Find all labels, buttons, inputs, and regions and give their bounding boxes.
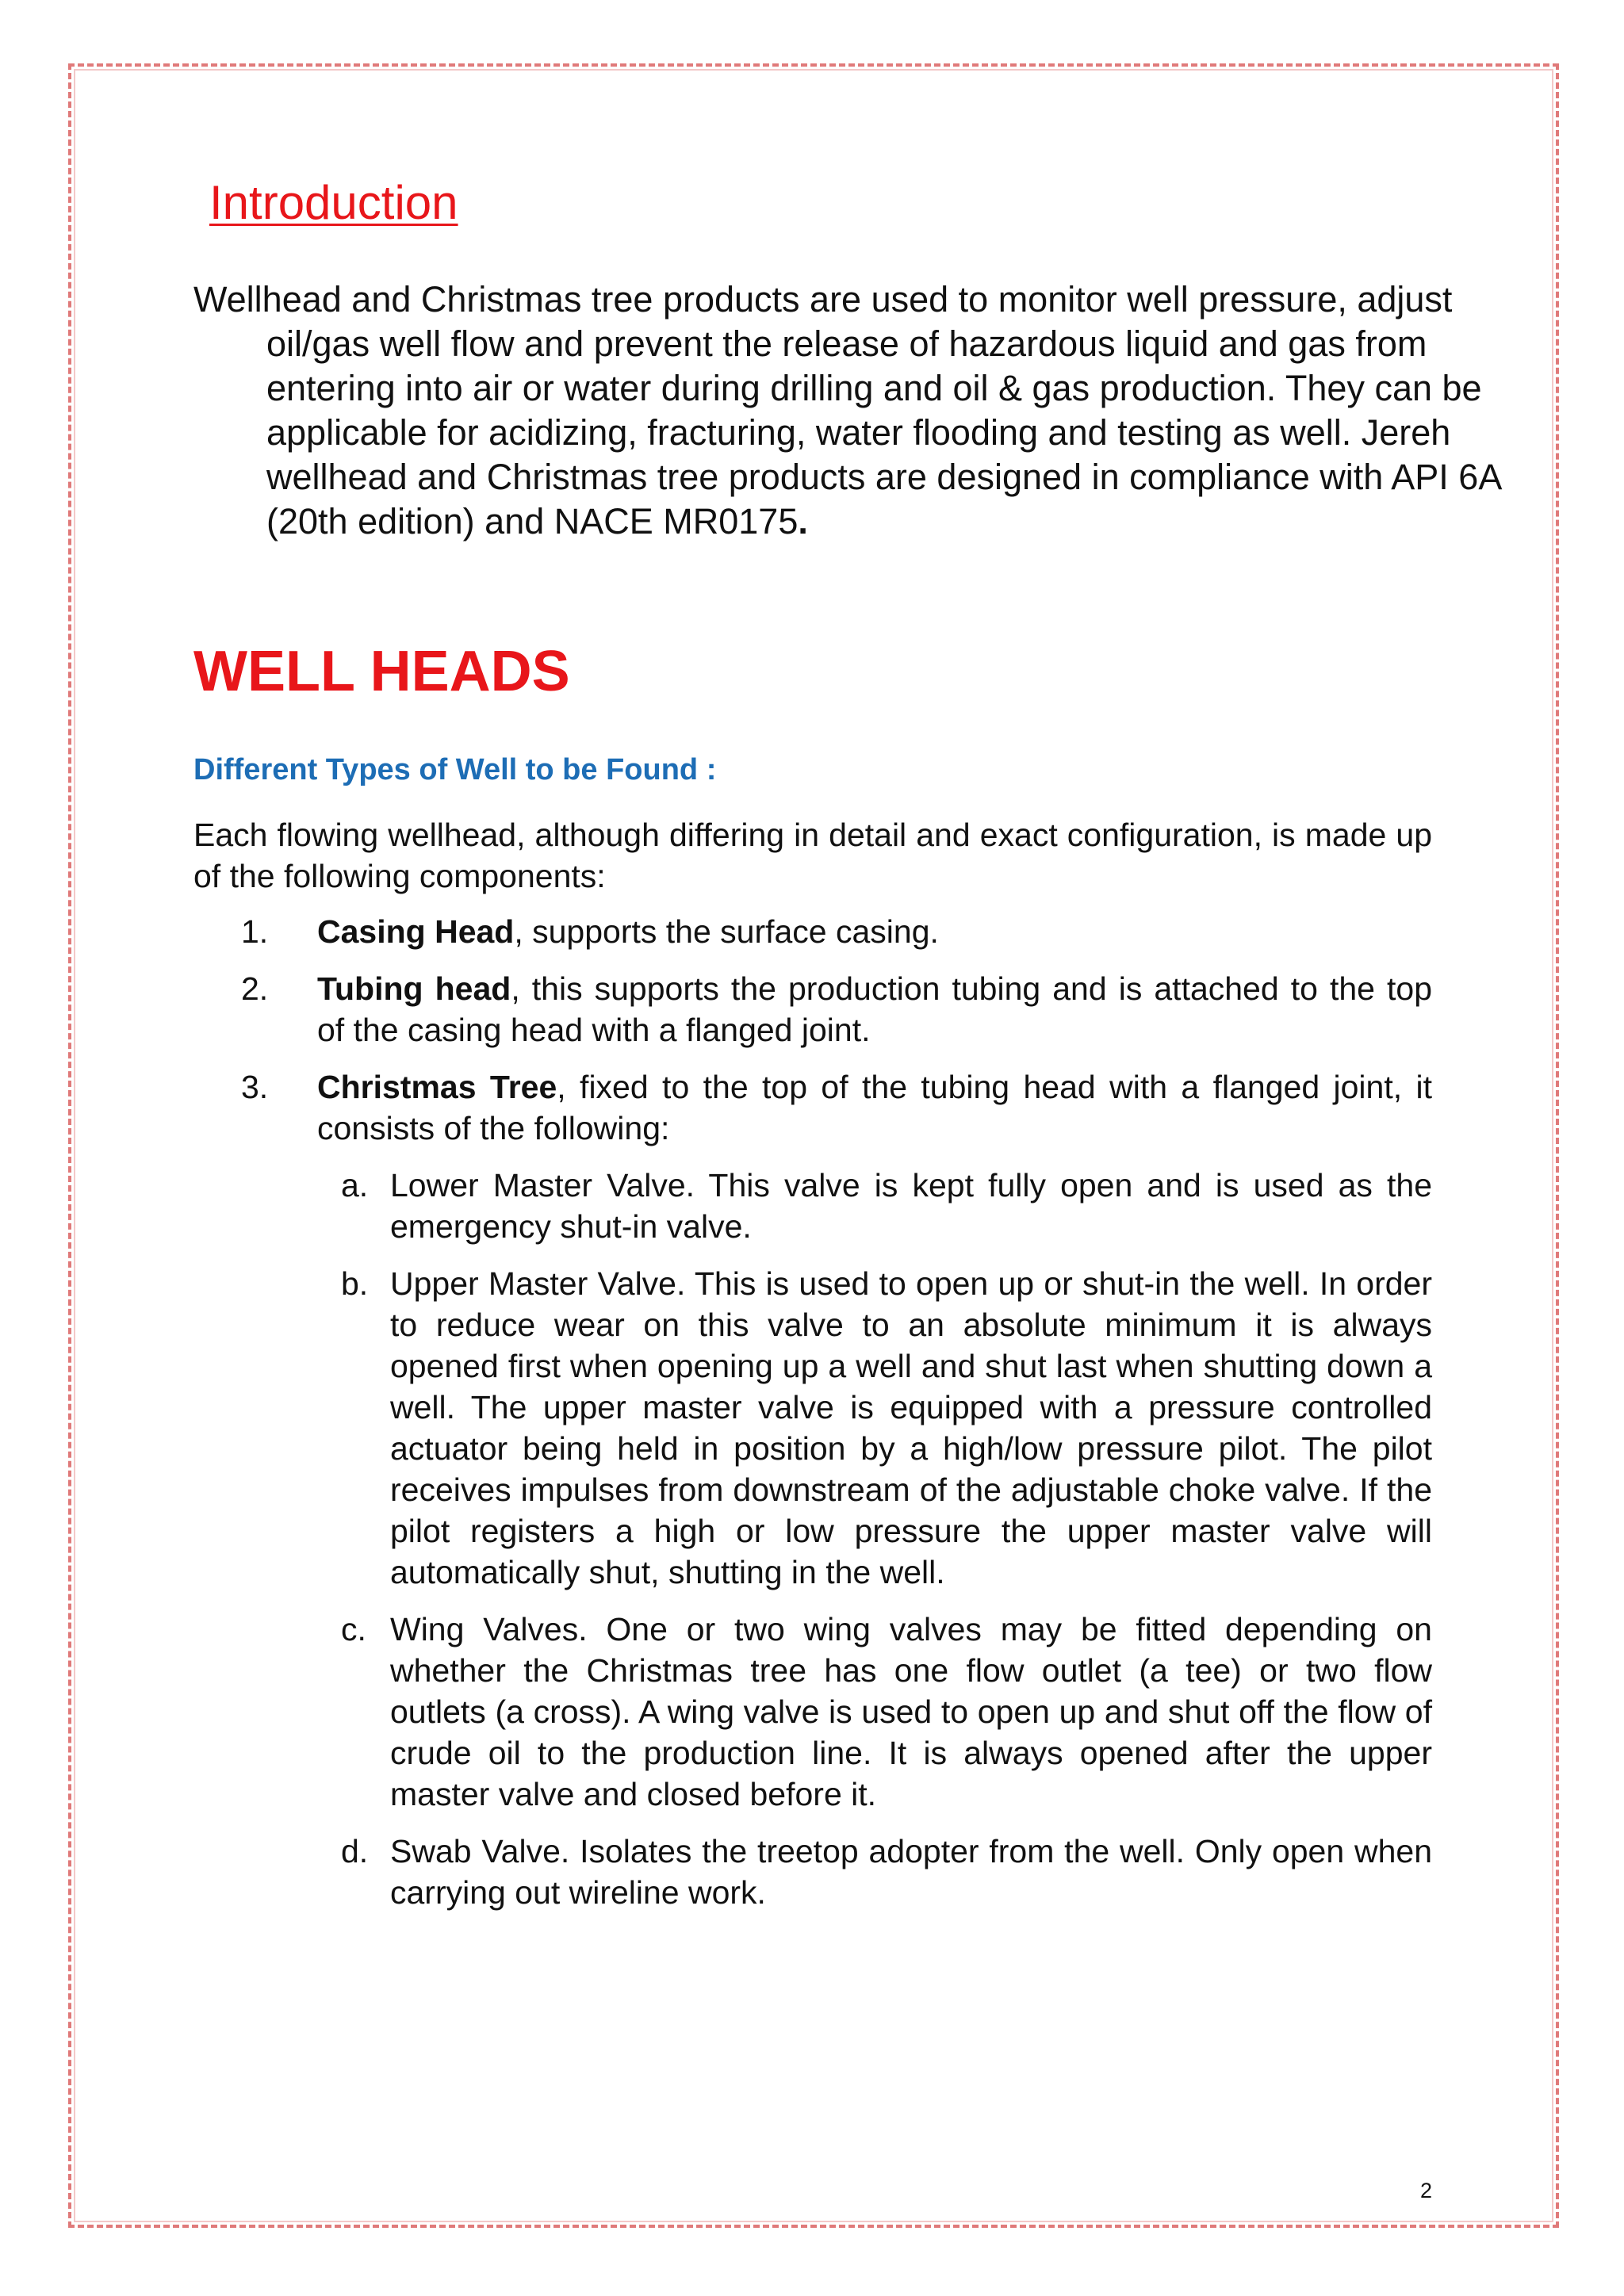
sublist-marker: b. xyxy=(341,1265,369,1302)
introduction-paragraph xyxy=(193,277,1505,544)
sublist-marker: a. xyxy=(341,1166,369,1203)
well-heads-heading: WELL HEADS xyxy=(193,640,570,703)
part-description: Upper Master Valve. This is used to open up or shut-in the well. In order to reduce wear on this valve to an absolute minimum it is always opened first when opening up a well and shut last when shutting down a well. The upper master valve is equipped with a pressure controlled actuator being held in position by a high/low pressure pilot. The pilot receives impulses from downstream of the adjustable choke valve. If the pilot registers a high or low pressure the upper master valve will automatically shut, shutting in the well. xyxy=(390,1265,1432,1590)
components-list xyxy=(193,911,1432,1913)
introduction-heading: Introduction xyxy=(209,176,458,229)
list-item-upper-master-valve xyxy=(193,1263,1432,1593)
list-item-casing-head xyxy=(193,911,1432,952)
list-item-tubing-head xyxy=(193,968,1432,1050)
part-description: Swab Valve. Isolates the treetop adopter from the well. Only open when carrying out wireline work. xyxy=(390,1832,1432,1911)
introduction-period: . xyxy=(798,501,808,541)
list-marker: 3. xyxy=(241,1068,269,1105)
list-item-christmas-tree xyxy=(193,1066,1432,1913)
introduction-text: Wellhead and Christmas tree products are used to monitor well pressure, adjust oil/gas well flow and prevent the release of hazardous liquid and gas from entering into air or water during drilling and oil & gas production. They can be applicable for acidizing, fracturing, water flooding and testing as well. Jereh wellhead and Christmas tree products are designed in compliance with API 6A (20th edition) and NACE MR0175 xyxy=(193,279,1500,541)
component-term: Christmas Tree xyxy=(317,1068,557,1105)
components-intro-paragraph: Each flowing wellhead, although differing in detail and exact configuration, is made up of the following components: xyxy=(193,816,1432,894)
list-marker: 2. xyxy=(241,970,269,1007)
part-description: Lower Master Valve. This valve is kept fully open and is used as the emergency shut-in valve. xyxy=(390,1166,1432,1245)
component-term: Tubing head xyxy=(317,970,511,1007)
well-types-subheading: Different Types of Well to be Found : xyxy=(193,753,717,787)
sublist-marker: d. xyxy=(341,1832,369,1869)
list-marker: 1. xyxy=(241,913,269,950)
part-description: Wing Valves. One or two wing valves may be fitted depending on whether the Christmas tree has one flow outlet (a tee) or two flow outlets (a cross). A wing valve is used to open up and shut off the flow of crude oil to the production line. It is always opened after the upper master valve and closed before it. xyxy=(390,1610,1432,1812)
page-content xyxy=(193,159,1500,1929)
list-item-wing-valves xyxy=(193,1609,1432,1815)
component-description: , fixed to the top of the tubing head with a flanged joint, it consists of the following: xyxy=(317,1068,1433,1146)
component-description: , supports the surface casing. xyxy=(514,913,939,950)
page-number: 2 xyxy=(1419,2179,1432,2202)
component-description: , this supports the production tubing and is attached to the top of the casing head with a flanged joint. xyxy=(317,970,1433,1048)
component-term: Casing Head xyxy=(317,913,515,950)
sublist-marker: c. xyxy=(341,1610,366,1647)
list-item-swab-valve xyxy=(193,1831,1432,1913)
christmas-tree-parts-list xyxy=(193,1165,1432,1913)
list-item-lower-master-valve xyxy=(193,1165,1432,1247)
